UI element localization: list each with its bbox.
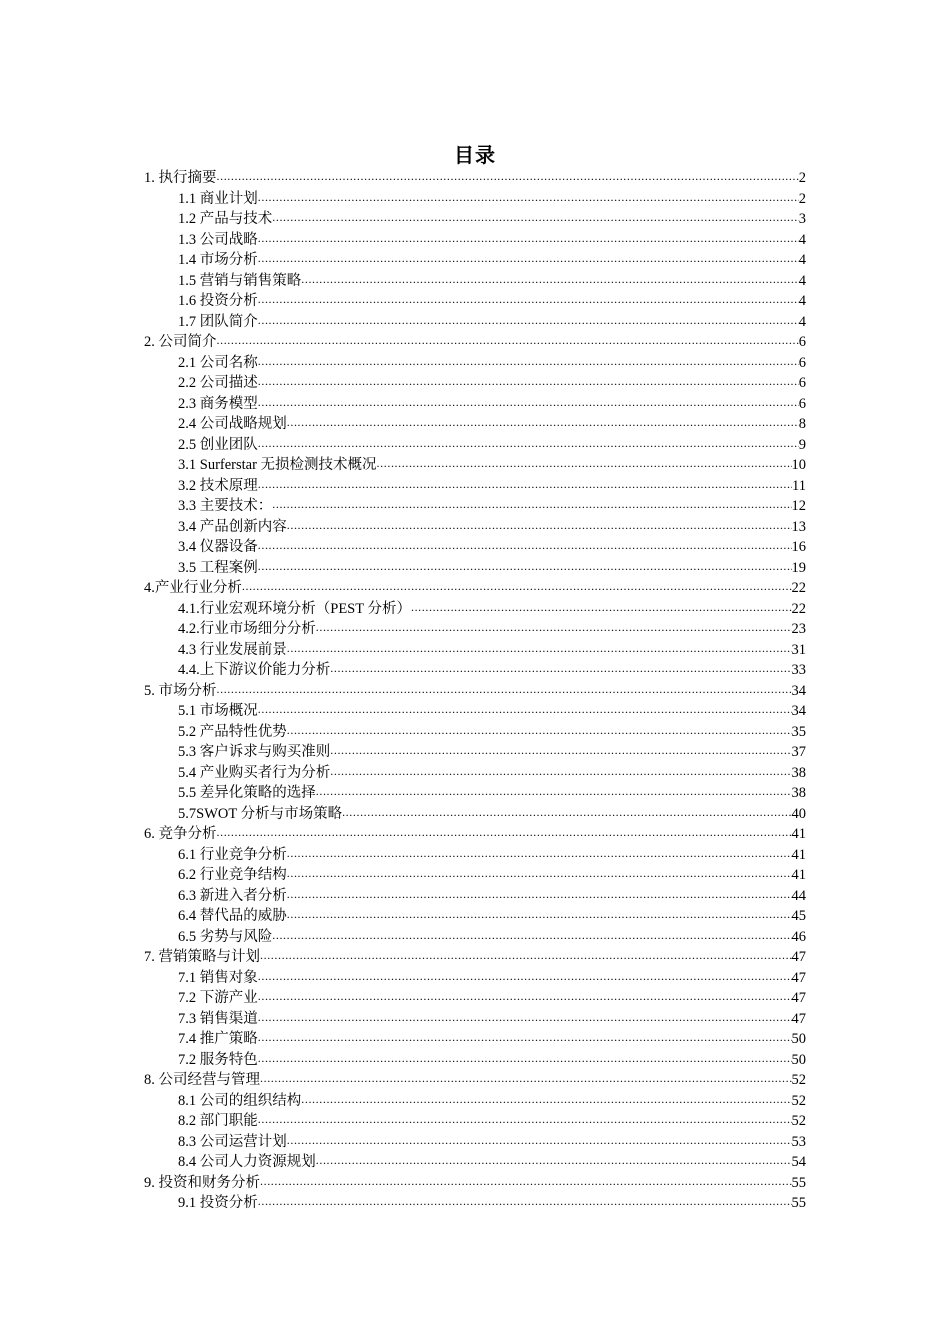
toc-dot-leader [258, 476, 792, 497]
toc-dot-leader [260, 947, 792, 968]
toc-entry-page-number: 34 [791, 703, 806, 719]
toc-entry[interactable] [144, 209, 806, 230]
toc-entry[interactable] [144, 373, 806, 394]
toc-entry-page-number: 45 [791, 908, 806, 924]
toc-entry[interactable] [144, 230, 806, 251]
toc-entry-label: 4.1.行业宏观环境分析（PEST 分析） [178, 600, 411, 617]
toc-entry-page-number: 4 [798, 293, 806, 309]
toc-dot-leader [301, 1091, 791, 1112]
toc-entry-label: 6.5 劣势与风险 [178, 928, 273, 945]
toc-dot-leader [258, 373, 799, 394]
toc-entry-label: 4.产业行业分析 [144, 580, 242, 596]
toc-entry-label: 2.2 公司描述 [178, 375, 258, 391]
toc-dot-leader [217, 681, 792, 702]
toc-entry-page-number: 31 [791, 641, 806, 658]
toc-dot-leader [260, 1070, 792, 1091]
toc-dot-leader [287, 414, 799, 435]
toc-entry-page-number: 23 [791, 621, 806, 637]
toc-entry-page-number: 37 [791, 744, 806, 760]
toc-entry-label: 5.5 差异化策略的选择 [178, 785, 316, 801]
toc-entry-page-number: 47 [791, 949, 806, 965]
toc-entry-label: 8.1 公司的组织结构 [178, 1092, 302, 1109]
toc-dot-leader [258, 353, 799, 374]
toc-dot-leader [330, 742, 791, 763]
toc-entry[interactable] [144, 906, 806, 927]
toc-entry-label: 2.5 创业团队 [178, 436, 258, 453]
toc-entry-page-number: 12 [791, 498, 806, 514]
toc-entry-page-number: 22 [791, 600, 806, 617]
toc-entry-page-number: 52 [791, 1113, 806, 1129]
toc-entry[interactable] [144, 558, 806, 579]
toc-entry[interactable] [144, 927, 806, 948]
toc-entry-label: 1.5 营销与销售策略 [178, 272, 302, 289]
toc-dot-leader [272, 496, 791, 517]
toc-entry-page-number: 3 [798, 211, 806, 227]
toc-entry[interactable] [144, 1132, 806, 1153]
toc-entry-label: 3.4 仪器设备 [178, 539, 258, 555]
toc-entry-label: 3.4 产品创新内容 [178, 518, 287, 535]
toc-entry-label: 5.1 市场概况 [178, 703, 258, 719]
toc-entry-label: 4.3 行业发展前景 [178, 641, 287, 658]
toc-entry-label: 1.4 市场分析 [178, 252, 258, 268]
toc-entry-page-number: 2 [798, 170, 806, 186]
toc-dot-leader [330, 660, 791, 681]
toc-entry-label: 8.4 公司人力资源规划 [178, 1154, 316, 1170]
toc-entry[interactable] [144, 1152, 806, 1173]
toc-entry-page-number: 19 [791, 559, 806, 576]
toc-entry[interactable] [144, 476, 806, 497]
toc-entry-label: 5.4 产业购买者行为分析 [178, 764, 331, 781]
toc-dot-leader [258, 988, 792, 1009]
toc-entry-label: 1.2 产品与技术 [178, 211, 273, 227]
toc-entry-label: 6.2 行业竞争结构 [178, 867, 287, 883]
toc-entry[interactable] [144, 681, 806, 702]
toc-entry[interactable] [144, 435, 806, 456]
toc-dot-leader [316, 619, 792, 640]
toc-entry[interactable] [144, 1029, 806, 1050]
toc-dot-leader [316, 1152, 792, 1173]
toc-entry-page-number: 52 [791, 1072, 806, 1088]
toc-entry-page-number: 35 [791, 723, 806, 740]
toc-entry-page-number: 13 [791, 518, 806, 535]
toc-entry-page-number: 38 [791, 785, 806, 801]
toc-entry[interactable] [144, 271, 806, 292]
toc-entry-page-number: 41 [791, 867, 806, 883]
toc-entry[interactable] [144, 804, 806, 825]
toc-entry-page-number: 4 [798, 231, 806, 248]
toc-dot-leader [287, 906, 792, 927]
toc-entry[interactable] [144, 640, 806, 661]
toc-entry-label: 5.2 产品特性优势 [178, 723, 287, 740]
toc-entry-page-number: 55 [791, 1195, 806, 1211]
toc-entry[interactable] [144, 291, 806, 312]
toc-entry[interactable] [144, 660, 806, 681]
toc-entry-label: 2. 公司简介 [144, 334, 217, 350]
toc-entry[interactable] [144, 168, 806, 189]
toc-dot-leader [287, 845, 792, 866]
toc-entry-label: 8. 公司经营与管理 [144, 1072, 260, 1088]
toc-entry[interactable] [144, 845, 806, 866]
toc-dot-leader [258, 558, 792, 579]
toc-entry-label: 3.3 主要技术： [178, 498, 273, 514]
toc-entry-label: 3.1 Surferstar 无损检测技术概况 [178, 457, 377, 473]
toc-entry-label: 8.2 部门职能 [178, 1113, 258, 1129]
toc-entry-label: 6.4 替代品的威胁 [178, 908, 287, 924]
toc-entry-label: 7.2 下游产业 [178, 990, 258, 1006]
toc-entry[interactable] [144, 1193, 806, 1214]
toc-entry[interactable] [144, 1173, 806, 1194]
toc-entry-label: 7.4 推广策略 [178, 1031, 258, 1047]
toc-entry[interactable] [144, 701, 806, 722]
toc-entry-label: 1. 执行摘要 [144, 170, 217, 186]
toc-dot-leader [411, 599, 792, 620]
toc-entry-page-number: 33 [791, 662, 806, 678]
toc-dot-leader [287, 517, 792, 538]
toc-entry-page-number: 41 [791, 826, 806, 842]
toc-entry-page-number: 4 [798, 313, 806, 330]
toc-entry[interactable] [144, 394, 806, 415]
table-of-contents [144, 168, 806, 1214]
toc-dot-leader [287, 865, 792, 886]
toc-entry[interactable] [144, 414, 806, 435]
toc-entry[interactable] [144, 722, 806, 743]
toc-entry-label: 7.3 销售渠道 [178, 1010, 258, 1027]
toc-entry-label: 9.1 投资分析 [178, 1195, 258, 1211]
toc-dot-leader [258, 230, 799, 251]
toc-entry-label: 6. 竞争分析 [144, 826, 217, 842]
toc-dot-leader [258, 1029, 792, 1050]
toc-dot-leader [217, 168, 799, 189]
toc-dot-leader [272, 927, 791, 948]
toc-entry[interactable] [144, 1070, 806, 1091]
toc-entry-page-number: 9 [798, 436, 806, 453]
toc-entry-label: 1.6 投资分析 [178, 293, 258, 309]
toc-entry[interactable] [144, 824, 806, 845]
toc-entry-page-number: 2 [798, 190, 806, 207]
toc-entry[interactable] [144, 886, 806, 907]
toc-dot-leader [258, 394, 799, 415]
toc-entry[interactable] [144, 1009, 806, 1030]
toc-entry-page-number: 50 [791, 1051, 806, 1068]
toc-entry[interactable] [144, 517, 806, 538]
toc-dot-leader [316, 783, 792, 804]
toc-entry[interactable] [144, 742, 806, 763]
toc-entry-page-number: 44 [791, 887, 806, 904]
toc-entry-label: 1.3 公司战略 [178, 231, 258, 248]
toc-dot-leader [287, 640, 792, 661]
toc-dot-leader [258, 435, 799, 456]
toc-entry[interactable] [144, 1050, 806, 1071]
toc-entry-page-number: 8 [798, 416, 806, 432]
toc-title: 目录 [454, 143, 496, 167]
toc-entry-page-number: 47 [791, 969, 806, 986]
toc-dot-leader [287, 886, 792, 907]
toc-entry-label: 1.7 团队简介 [178, 313, 258, 330]
toc-dot-leader [217, 332, 799, 353]
toc-entry-label: 3.5 工程案例 [178, 559, 258, 576]
toc-entry[interactable] [144, 763, 806, 784]
toc-entry-page-number: 47 [791, 990, 806, 1006]
toc-dot-leader [330, 763, 791, 784]
toc-entry-label: 2.3 商务模型 [178, 395, 258, 412]
toc-entry-page-number: 6 [798, 375, 806, 391]
toc-entry-page-number: 55 [791, 1174, 806, 1191]
toc-dot-leader [260, 1173, 792, 1194]
toc-dot-leader [258, 701, 792, 722]
toc-entry-label: 1.1 商业计划 [178, 190, 258, 207]
toc-entry-page-number: 16 [791, 539, 806, 555]
toc-entry-page-number: 11 [792, 477, 806, 494]
toc-entry-page-number: 54 [791, 1154, 806, 1170]
toc-entry[interactable] [144, 312, 806, 333]
toc-entry-page-number: 38 [791, 764, 806, 781]
toc-entry-label: 8.3 公司运营计划 [178, 1133, 287, 1150]
toc-entry-label: 6.3 新进入者分析 [178, 887, 287, 904]
toc-dot-leader [217, 824, 792, 845]
toc-entry[interactable] [144, 496, 806, 517]
toc-entry-page-number: 6 [798, 334, 806, 350]
toc-entry-label: 6.1 行业竞争分析 [178, 846, 287, 863]
toc-entry-label: 5.3 客户诉求与购买准则 [178, 744, 331, 760]
toc-dot-leader [342, 804, 791, 825]
toc-dot-leader [258, 537, 792, 558]
toc-entry-page-number: 34 [791, 682, 806, 699]
toc-entry-page-number: 4 [798, 252, 806, 268]
toc-entry[interactable] [144, 189, 806, 210]
toc-dot-leader [258, 291, 799, 312]
toc-entry[interactable] [144, 1091, 806, 1112]
toc-dot-leader [287, 722, 792, 743]
toc-entry[interactable] [144, 988, 806, 1009]
toc-entry-page-number: 52 [791, 1092, 806, 1109]
toc-entry-page-number: 53 [791, 1133, 806, 1150]
toc-entry[interactable] [144, 947, 806, 968]
toc-entry-page-number: 41 [791, 846, 806, 863]
toc-entry-label: 9. 投资和财务分析 [144, 1174, 260, 1191]
toc-dot-leader [258, 1111, 792, 1132]
toc-dot-leader [301, 271, 799, 292]
toc-dot-leader [258, 1050, 792, 1071]
toc-entry-label: 7.2 服务特色 [178, 1051, 258, 1068]
toc-entry[interactable] [144, 332, 806, 353]
toc-entry-page-number: 4 [798, 272, 806, 289]
toc-entry-label: 5.7SWOT 分析与市场策略 [178, 805, 343, 822]
toc-dot-leader [377, 455, 792, 476]
toc-entry-page-number: 10 [791, 457, 806, 473]
toc-entry[interactable] [144, 599, 806, 620]
toc-entry-label: 4.2.行业市场细分分析 [178, 621, 316, 637]
toc-entry-label: 7.1 销售对象 [178, 969, 258, 986]
toc-entry-page-number: 46 [791, 928, 806, 945]
toc-entry-label: 5. 市场分析 [144, 682, 217, 699]
toc-entry-page-number: 6 [798, 354, 806, 371]
toc-entry[interactable] [144, 353, 806, 374]
toc-dot-leader [272, 209, 799, 230]
toc-entry-page-number: 47 [791, 1010, 806, 1027]
toc-entry[interactable] [144, 455, 806, 476]
toc-entry-label: 2.4 公司战略规划 [178, 416, 287, 432]
toc-entry[interactable] [144, 578, 806, 599]
toc-dot-leader [242, 578, 792, 599]
toc-entry[interactable] [144, 865, 806, 886]
toc-entry-label: 4.4.上下游议价能力分析 [178, 662, 331, 678]
toc-entry-page-number: 22 [791, 580, 806, 596]
toc-entry[interactable] [144, 783, 806, 804]
toc-entry-page-number: 6 [798, 395, 806, 412]
toc-dot-leader [258, 189, 799, 210]
toc-entry-label: 7. 营销策略与计划 [144, 949, 260, 965]
toc-entry-page-number: 50 [791, 1031, 806, 1047]
toc-dot-leader [258, 1193, 792, 1214]
toc-dot-leader [258, 968, 792, 989]
toc-entry[interactable] [144, 1111, 806, 1132]
toc-entry[interactable] [144, 968, 806, 989]
toc-entry-label: 3.2 技术原理 [178, 477, 258, 494]
toc-entry-label: 2.1 公司名称 [178, 354, 258, 371]
toc-dot-leader [258, 250, 799, 271]
toc-dot-leader [287, 1132, 792, 1153]
toc-entry-page-number: 40 [791, 805, 806, 822]
toc-dot-leader [258, 1009, 792, 1030]
toc-entry[interactable] [144, 250, 806, 271]
toc-dot-leader [258, 312, 799, 333]
toc-entry[interactable] [144, 619, 806, 640]
toc-entry[interactable] [144, 537, 806, 558]
